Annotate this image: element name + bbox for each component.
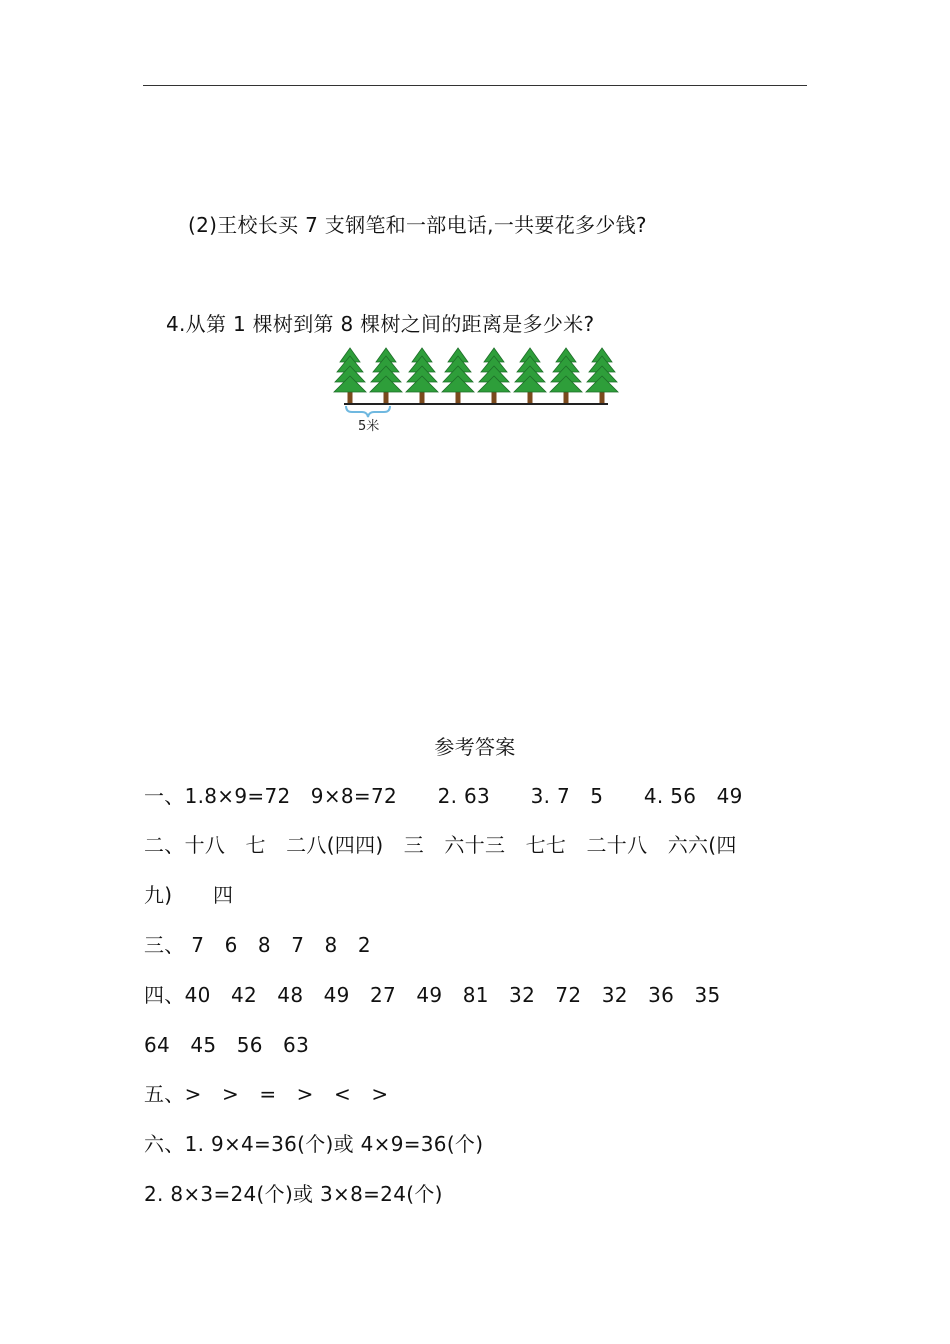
- answer-line-2-continued: 九) 四: [144, 883, 234, 907]
- answer-line-3: 三、 7 6 8 7 8 2: [144, 933, 371, 957]
- distance-bracket: [346, 406, 390, 417]
- answer-line-5: 五、> > = > < >: [144, 1082, 389, 1106]
- answer-line-4-continued: 64 45 56 63: [144, 1033, 310, 1057]
- answer-line-6-continued: 2. 8×3=24(个)或 3×8=24(个): [144, 1182, 443, 1206]
- tree-icon: [442, 348, 474, 403]
- header-rule: [143, 85, 807, 86]
- answer-line-6: 六、1. 9×4=36(个)或 4×9=36(个): [144, 1132, 484, 1156]
- answer-title: 参考答案: [434, 735, 516, 759]
- tree-icon: [478, 348, 510, 403]
- tree-icon: [550, 348, 582, 403]
- tree-icon: [586, 348, 618, 403]
- tree-icon: [334, 348, 366, 403]
- question-4-text: 4.从第 1 棵树到第 8 棵树之间的距离是多少米?: [166, 312, 595, 336]
- distance-label: 5米: [358, 419, 380, 434]
- question-2-text: (2)王校长买 7 支钢笔和一部电话,一共要花多少钱?: [188, 213, 647, 237]
- answer-line-1: 一、1.8×9=72 9×8=72 2. 63 3. 7 5 4. 56 49: [144, 784, 743, 808]
- tree-icon: [406, 348, 438, 403]
- tree-row-figure: [330, 346, 622, 438]
- answer-line-4: 四、40 42 48 49 27 49 81 32 72 32 36 35: [144, 983, 721, 1007]
- tree-icon: [370, 348, 402, 403]
- answer-line-2: 二、十八 七 二八(四四) 三 六十三 七七 二十八 六六(四: [144, 833, 737, 857]
- tree-icon: [514, 348, 546, 403]
